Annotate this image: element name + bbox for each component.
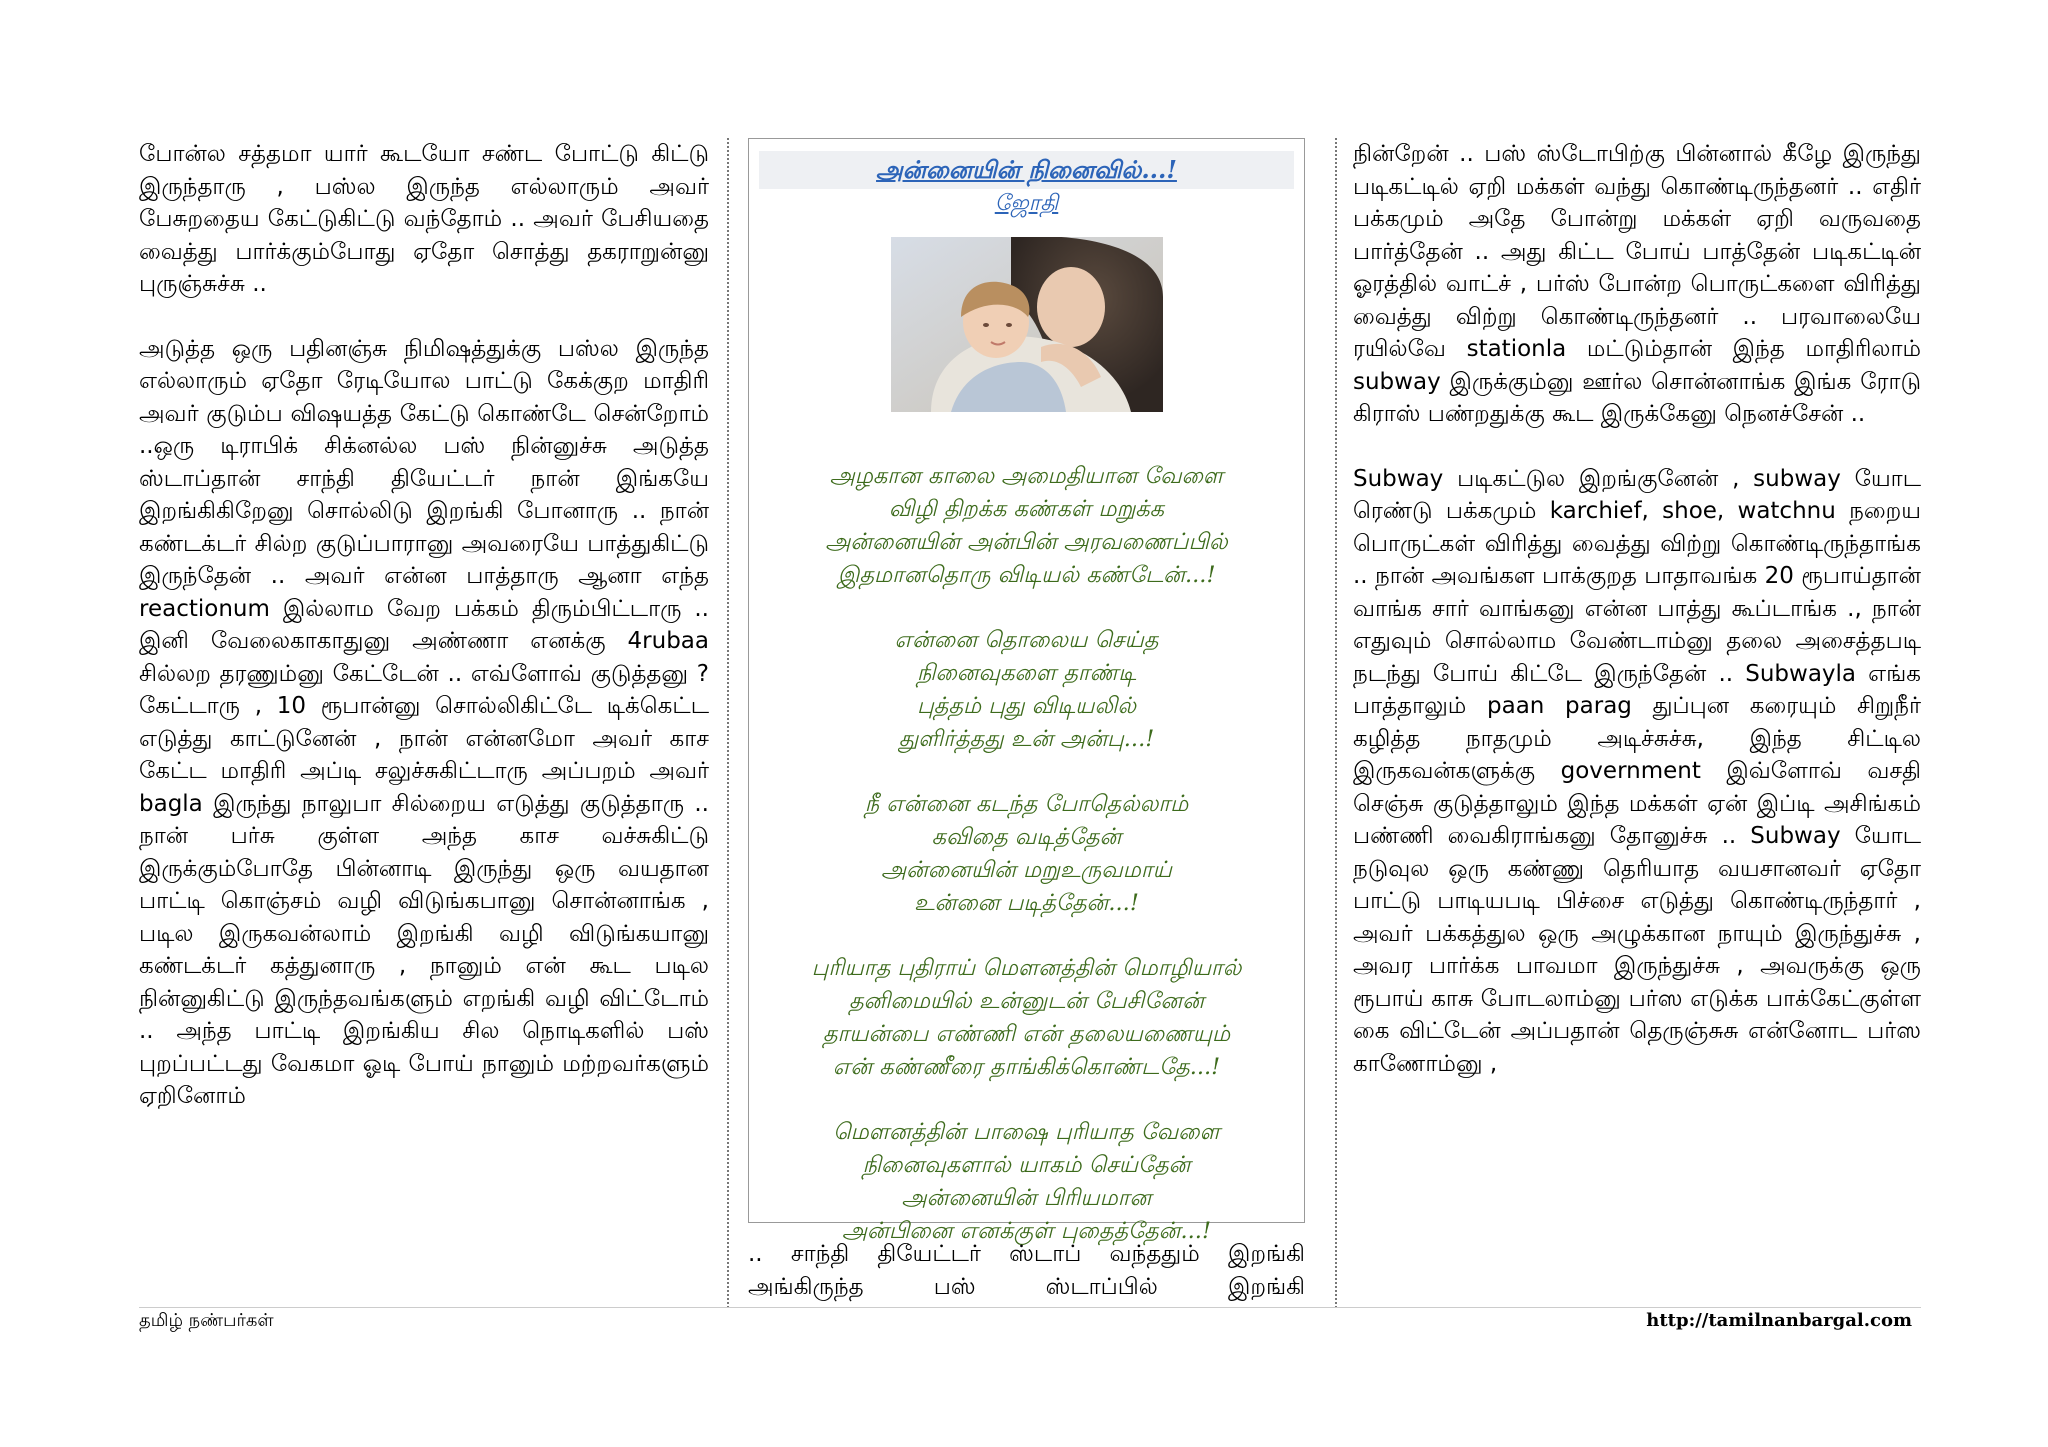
poem-line: இதமானதொரு விடியல் கண்டேன்...! [837,562,1216,588]
poem-title[interactable]: அன்னையின் நினைவில்...! [876,155,1177,184]
poem-line: புத்தம் புது விடியலில் [916,693,1137,719]
poem-body [749,460,1304,1248]
poem-line: தாயன்பை எண்ணி என் தலையணையும் [822,1021,1231,1047]
poem-stanza [749,624,1304,756]
left-text-column [139,138,709,1113]
right-text-column [1353,138,1921,1080]
poem-header [759,151,1294,189]
middle-continuation-text: .. சாந்தி தியேட்டர் ஸ்டாப் வந்ததும் இறங்கி அங்கிருந்த பஸ் ஸ்டாப்பில் இறங்கி [748,1241,1305,1300]
poem-line: புரியாத புதிராய் மௌனத்தின் மொழியால் [811,955,1242,981]
poem-line: நினைவுகளை தாண்டி [916,660,1137,686]
footer-site-name: தமிழ் நண்பர்கள் [139,1310,274,1331]
poem-line: நினைவுகளால் யாகம் செய்தேன் [862,1152,1191,1178]
column-divider [1335,138,1337,1308]
poem-stanza [749,1116,1304,1248]
poem-line: துளிர்த்தது உன் அன்பு...! [898,726,1155,752]
poem-stanza [749,952,1304,1084]
paragraph: Subway படிகட்டுல இறங்குனேன் , subway யோட ரெண்டு பக்கமும் karchief, shoe, watchnu நறைய பொருட்கள் விரித்து வைத்து விற்று கொண்டிருந்தாங்க .. நான் அவங்கள பாக்குறத பாதாவங்க 20 ரூபாய்தான் வாங்க சார் வாங்கனு என்ன பாத்து கூப்டாங்க ., நான் எதுவும் சொல்லாம வேண்டாம்னு தலை அசைத்தபடி நடந்து போய் கிட்டே இருந்தேன் .. Subwayla எங்க பாத்தாலும் paan parag துப்புன கரையும் சிறுநீர் கழித்த நாதமும் அடிச்சுச்சு, இந்த சிட்டில இருகவன்களுக்கு government இவ்ளோவ் வசதி செஞ்சு குடுத்தாலும் இந்த மக்கள் ஏன் இப்டி அசிங்கம் பண்ணி வைகிராங்கனு தோனுச்சு .. Subway யோட நடுவுல ஒரு கண்ணு தெரியாத வயசானவர் ஏதோ பாட்டு பாடியபடி பிச்சை எடுத்து கொண்டிருந்தார் , அவர் பக்கத்துல ஒரு அழுக்கான நாயும் இருந்துச்சு , அவர பார்க்க பாவமா இருந்துச்சு , அவருக்கு ஒரு ரூபாய் காசு போடலாம்னு பர்ஸ எடுக்க பாக்கேட்குள்ள கை விட்டேன் அப்பதான் தெருஞ்சுசு என்னோட பர்ஸ காணோம்னு , [1353,465,1921,1077]
poem-box [748,138,1305,1244]
poem-line: உன்னை படித்தேன்...! [914,890,1139,916]
paragraph: அடுத்த ஒரு பதினஞ்சு நிமிஷத்துக்கு பஸ்ல இருந்த எல்லாரும் ஏதோ ரேடியோல பாட்டு கேக்குற மாதிரி அவர் குடும்ப விஷயத்த கேட்டு கொண்டே சென்றோம் ..ஒரு டிராபிக் சிக்னல்ல பஸ் நின்னுச்சு அடுத்த ஸ்டாப்தான் சாந்தி தியேட்டர் நான் இங்கயே இறங்கிகிறேனு சொல்லிடு இறங்கி போனாரு .. நான் கண்டக்டர் சில்ற குடுப்பாரானு அவரையே பாத்துகிட்டு இருந்தேன் .. அவர் என்ன பாத்தாரு ஆனா எந்த reactionum இல்லாம வேற பக்கம் திரும்பிட்டாரு .. இனி வேலைகாகாதுனு அண்ணா எனக்கு 4rubaa சில்லற தரணும்னு கேட்டேன் .. எவ்ளோவ் குடுத்தனு ? கேட்டாரு , 10 ரூபான்னு சொல்லிகிட்டே டிக்கெட்ட எடுத்து காட்டுனேன் , நான் என்னமோ அவர் காச கேட்ட மாதிரி அப்டி சலுச்சுகிட்டாரு அப்பறம் அவர் bagla இருந்து நாலுபா சில்றைய எடுத்து குடுத்தாரு .. நான் பர்சு குள்ள அந்த காச வச்சுகிட்டு இருக்கும்போதே பின்னாடி இருந்து ஒரு வயதான பாட்டி கொஞ்சம் வழி விடுங்கபானு சொன்னாங்க , படில இருகவன்லாம் இறங்கி வழி விடுங்கயானு கண்டக்டர் கத்துனாரு , நானும் என் கூட படில நின்னுகிட்டு இருந்தவங்களும் எறங்கி வழி விட்டோம் .. அந்த பாட்டி இறங்கிய சில நொடிகளில் பஸ் புறப்பட்டது வேகமா ஓடி போய் நானும் மற்றவர்களும் ஏறினோம் [139,335,709,1109]
poem-author[interactable]: ஜோதி [994,191,1059,216]
poem-line: அன்பினை எனக்குள் புதைத்தேன்...! [842,1218,1211,1244]
poem-line: அன்னையின் அன்பின் அரவணைப்பில் [825,529,1228,555]
poem-line: அன்னையின் பிரியமான [901,1185,1152,1211]
poem-line: அழகான காலை அமைதியான வேளை [829,463,1224,489]
footer-divider [139,1307,1921,1308]
mother-child-image [891,237,1163,412]
poem-line: அன்னையின் மறுஉருவமாய் [881,857,1172,883]
poem-line: மௌனத்தின் பாஷை புரியாத வேளை [833,1119,1220,1145]
poem-line: தனிமையில் உன்னுடன் பேசினேன் [848,988,1205,1014]
poem-line: என்னை தொலைய செய்த [894,627,1159,653]
column-divider [727,138,729,1308]
poem-stanza [749,460,1304,592]
poem-line: நீ என்னை கடந்த போதெல்லாம் [864,791,1189,817]
poem-line: என் கண்ணீரை தாங்கிக்கொண்டதே...! [832,1054,1221,1080]
poem-stanza [749,788,1304,920]
paragraph: நின்றேன் .. பஸ் ஸ்டோபிற்கு பின்னால் கீழே இருந்து படிகட்டில் ஏறி மக்கள் வந்து கொண்டிருந்தனர் .. எதிர் பக்கமும் அதே போன்று மக்கள் ஏறி வருவதை பார்த்தேன் .. அது கிட்ட போய் பாத்தேன் படிகட்டின் ஓரத்தில் வாட்ச் , பர்ஸ் போன்ற பொருட்களை விரித்து வைத்து விற்று கொண்டிருந்தனர் .. பரவாலையே ரயில்வே stationla மட்டும்தான் இந்த மாதிரிலாம் subway இருக்கும்னு ஊர்ல சொன்னாங்க இங்க ரோடு கிராஸ் பண்றதுக்கு கூட இருக்கேனு நெனச்சேன் .. [1353,141,1921,427]
poem-line: விழி திறக்க கண்கள் மறுக்க [888,496,1165,522]
poem-line: கவிதை வடித்தேன் [931,824,1122,850]
footer-url-link[interactable]: http://tamilnanbargal.com [1646,1310,1912,1331]
paragraph: போன்ல சத்தமா யார் கூடயோ சண்ட போட்டு கிட்டு இருந்தாரு , பஸ்ல இருந்த எல்லாரும் அவர் பேசுறதைய கேட்டுகிட்டு வந்தோம் .. அவர் பேசியதை வைத்து பார்க்கும்போது ஏதோ சொத்து தகராறுன்னு புருஞ்சுச்சு .. [139,141,709,297]
